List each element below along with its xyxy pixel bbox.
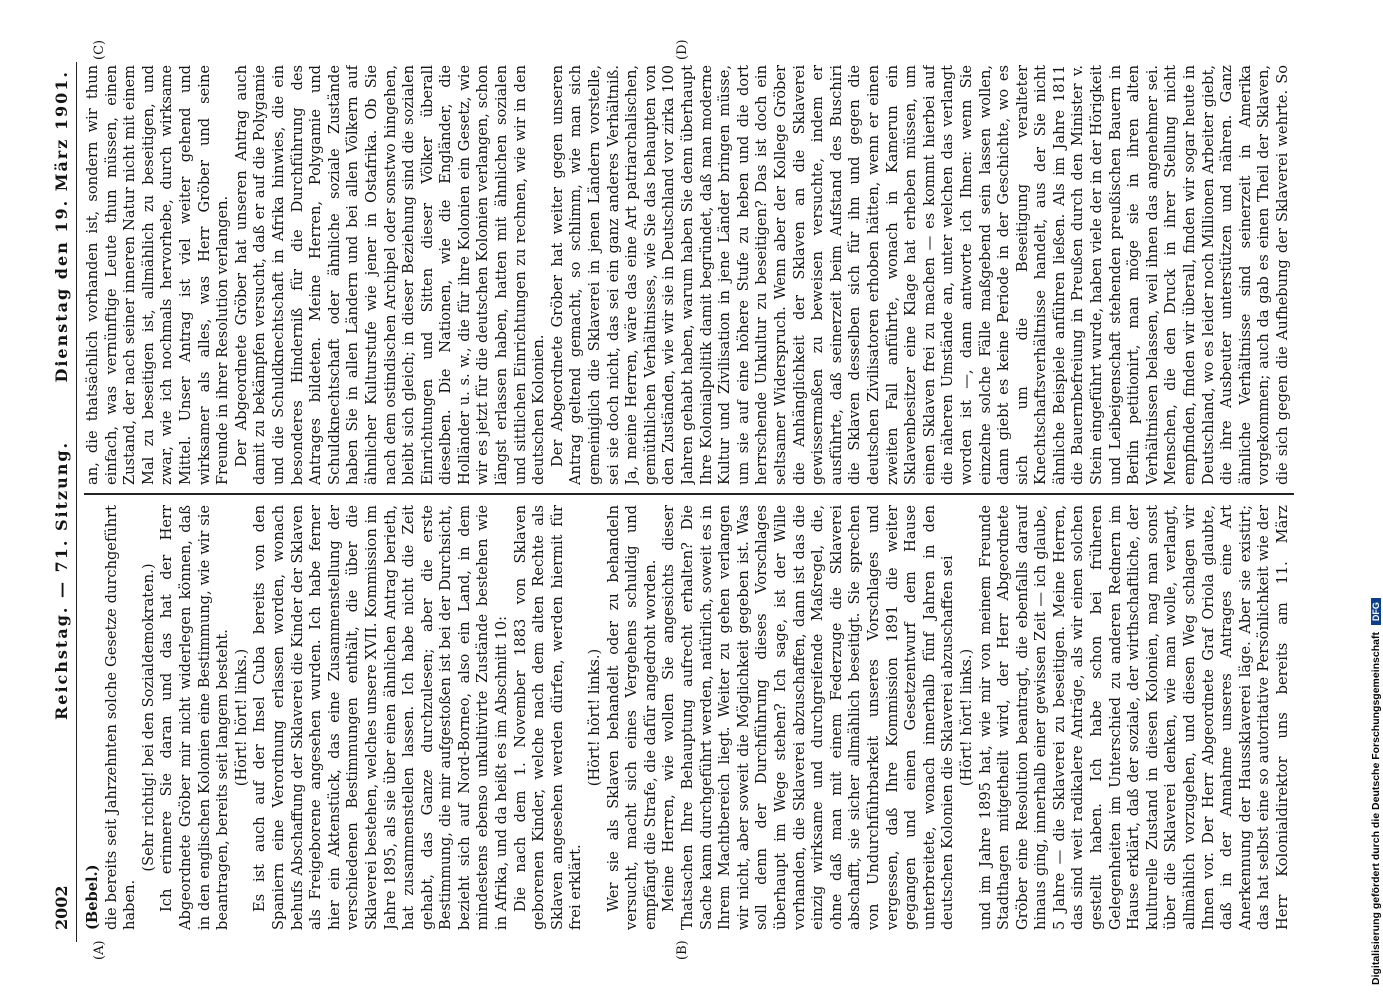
right-column [84, 65, 1294, 485]
page-header [52, 70, 74, 930]
paragraph: und im Jahre 1895 hat, wie mir von meinem Freunde Stadthagen mitgetheilt wird, der Herr Abgeordnete Gröber eine Resolution beantragt, die ebenfalls darauf hinaus ging, innerhalb einer gewissen Zeit — ich glaube, 5 Jahre — die Sklaverei zu beseitigen. Meine Herren, das sind weit radikalere Anträge, als wir einen solchen gestellt haben. Ich habe schon bei früheren Gelegenheiten im Unterschied zu anderen Rednern im Hause erklärt, daß der soziale, der wirthschaftliche, der kulturelle Zustand in diesen Kolonien, mag man sonst über die Sklaverei denken, wie man wolle, verlangt, allmählich vorzugehen, und diesen Weg schlagen wir Ihnen vor. Der Herr Abgeordnete Graf Oriola glaubte, daß in der Annahme unseres Antrages eine Art Anerkennung der Haussklaverei läge. Aber sie existirt; das hat selbst eine so autoritative Persönlichkeit wie der Herr Kolonialdirektor uns bereits am 11. März [976, 505, 1291, 930]
paragraph: die bereits seit Jahrzehnten solche Gesetze durchgeführt haben. [102, 505, 139, 930]
page-number: 2002 [52, 885, 71, 930]
header-rule [76, 62, 77, 942]
session-date: Dienstag den 19. März 1901. [52, 70, 71, 383]
interjection: (Sehr richtig! bei den Sozialdemokraten.) [139, 563, 157, 872]
margin-mark-c: (C) [92, 39, 107, 60]
digitization-note [1370, 0, 1382, 985]
left-column [84, 505, 1294, 930]
quoted-law: Wer sie als Sklaven behandelt oder zu behandeln versucht, macht sich eines Vergehens schuldig und empfängt die Strafe, die dafür angedroht worden. [604, 505, 659, 930]
paragraph: Meine Herren, wie wollen Sie angesichts dieser Thatsachen Ihre Behauptung aufrecht erhalten? Die Sache kann durchgeführt werden, natürlich, soweit es in Ihrem Machtbereich liegt. Weiter zu gehen verlangen wir nicht, aber soweit die Möglichkeit gegeben ist. Was soll denn der Durchführung dieses Vorschlages überhaupt im Wege stehen? Ich sage, ist der Wille vorhanden, die Sklaverei abzuschaffen, dann ist das die einzig wirksame und durchgreifende Maßregel, die, ohne daß man mit einem Federzuge die Sklaverei abschafft, sie sicher allmählich beseitigt. Sie sprechen von Undurchführbarkeit unseres Vorschlages und vergessen, daß Ihre Kommission 1891 die weiter gegangen und einen Gesetzentwurf dem Hause unterbreitete, wonach innerhalb fünf Jahren in den deutschen Kolonien die Sklaverei abzuschaffen sei [660, 505, 957, 930]
interjection: (Hört! hört! links.) [232, 648, 250, 787]
paragraph: Ich erinnere Sie daran und das hat der Herr Abgeordnete Gröber mir nicht widerlegen können, daß in den englischen Kolonien eine Bestimmung, wie wir sie beantragen, bereits seit langem besteht. [158, 505, 232, 930]
quoted-law: Die nach dem 1. November 1883 von Sklaven geborenen Kinder, welche nach dem alten Rechte als Sklaven angesehen werden dürfen, werden hiermit für frei erklärt. [511, 505, 585, 930]
dfg-logo: DFG [1371, 598, 1381, 625]
margin-mark-b: (B) [675, 940, 690, 960]
margin-mark-d: (D) [675, 39, 690, 60]
paragraph: Der Abgeordnete Gröber hat weiter gegen unseren Antrag geltend gemacht, so schlimm, wie man sich gemeiniglich die Sklaverei in jenen Ländern vorstelle, sei sie doch nicht, das sei ein ganz anderes Verhältniß. Ja, meine Herren, wäre das eine Art patriarchalischen, gemüthlichen Verhältnisses, wie Sie das behaupten von den Zuständen, wie wir sie in Deutschland vor zirka 100 Jahren gehabt haben, warum haben Sie denn überhaupt Ihre Kolonialpolitik damit begründet, daß man moderne Kultur und Zivilisation in jene Länder bringen müsse, um sie auf eine höhere Stufe zu heben und die dort herrschende Unkultur zu beseitigen? Das ist doch ein seltsamer Widerspruch. Wenn aber der Kollege Gröber die Anhänglichkeit der Sklaven an die Sklaverei gewissermaßen zu beweisen versuchte, indem er ausführte, daß seinerzeit beim Aufstand des Buschiri die Sklaven desselben sich für ihn und gegen die deutschen Zivilisatoren erhoben hätten, wenn er einen zweiten Fall anführte, wonach in Kamerun ein Sklavenbesitzer eine Klage hat erheben müssen, um einen Sklaven frei zu machen — es kommt hierbei auf die näheren Umstände an, unter welchen das verlangt worden ist —, dann antworte ich Ihnen: wenn Sie einzelne solche Fälle maßgebend sein lassen wollen, dann giebt es keine Periode in der Geschichte, wo es sich um die Beseitigung veralteter Knechtschaftsverhältnisse handelt, aus der Sie nicht ähnliche Beispiele anführen ließen. Als im Jahre 1811 die Bauernbefreiung in Preußen durch den Minister v. Stein eingeführt wurde, haben viele der in der Hörigkeit und Leibeigenschaft stehenden preußischen Bauern in Berlin petitionirt, man möge sie in ihren alten Verhältnissen belassen, weil ihnen das angenehmer sei. Menschen, die den Druck in ihrer Stellung nicht empfinden, finden wir überall, finden wir sogar heute in Deutschland, wo es leider noch Millionen Arbeiter giebt, die ihre Ausbeuter unterstützen und nähren. Ganz ähnliche Verhältnisse sind seinerzeit in Amerika vorgekommen; auch da gab es einen Theil der Sklaven, die sich gegen die Aufhebung der Sklaverei wehrte. So [548, 65, 1291, 485]
paragraph: an, die thatsächlich vorhanden ist, sondern wir thun einfach, was vernünftige Leute thun müssen, einen Zustand, der nach seiner inneren Natur nicht mit einem Mal zu beseitigen ist, allmählich zu beseitigen, und zwar, wie ich nochmals hervorhebe, durch wirksame Mittel. Unser Antrag ist viel weiter gehend und wirksamer als alles, was Herr Gröber und seine Freunde in ihrer Resolution verlangen. [84, 65, 232, 485]
interjection: (Hört! hört! links.) [586, 648, 604, 787]
digitization-text: Digitalisierung gefördert durch die Deutsche Forschungsgemeinschaft [1370, 632, 1382, 985]
column-divider [84, 493, 1294, 495]
speaker-name: (Bebel.) [84, 864, 101, 930]
session-title: Reichstag. — 71. Sitzung. [52, 440, 71, 720]
interjection: (Hört! hört! links.) [957, 648, 975, 787]
margin-mark-a: (A) [92, 940, 107, 960]
paragraph: Es ist auch auf der Insel Cuba bereits von den Spaniern eine Verordnung erlassen worden, wonach behufs Abschaffung der Sklaverei die Kinder der Sklaven als Freigeborene angesehen wurden. Ich habe ferner hier ein Aktenstück, das eine Zusammenstellung der verschiedenen Bestimmungen enthält, die über die Sklaverei bestehen, welches unsere XVII. Kommission im Jahre 1895, als sie über einen ähnlichen Antrag berieth, hat zusammenstellen lassen. Ich habe nicht die Zeit gehabt, das Ganze durchzulesen; aber die erste Bestimmung, die mir aufgestoßen ist bei der Durchsicht, bezieht sich auf Nord-Borneo, also ein Land, in dem mindestens ebenso unkultivirte Zustände bestehen wie in Afrika, und da heißt es im Abschnitt 10: [251, 505, 511, 930]
paragraph: Der Abgeordnete Gröber hat unseren Antrag auch damit zu bekämpfen versucht, daß er auf die Polygamie und die Schuldknechtschaft in Afrika hinwies, die ein besonderes Hinderniß für die Durchführung des Antrages bildeten. Meine Herren, Polygamie und Schuldknechtschaft oder ähnliche soziale Zustände haben Sie in allen Ländern und bei allen Völkern auf ähnlicher Kulturstufe wie jener in Ostafrika. Ob Sie nach dem ostindischen Archipel oder sonstwo hingehen, bleibt sich gleich; in dieser Beziehung sind die sozialen Einrichtungen und Sitten dieser Völker überall dieselben. Die Nationen, wie die Engländer, die Holländer u. s. w., die für ihre Kolonien ein Gesetz, wie wir es jetzt für die deutschen Kolonien verlangen, schon längst erlassen haben, hatten mit ähnlichen sozialen und sittlichen Einrichtungen zu rechnen, wie wir in den deutschen Kolonien. [232, 65, 548, 485]
